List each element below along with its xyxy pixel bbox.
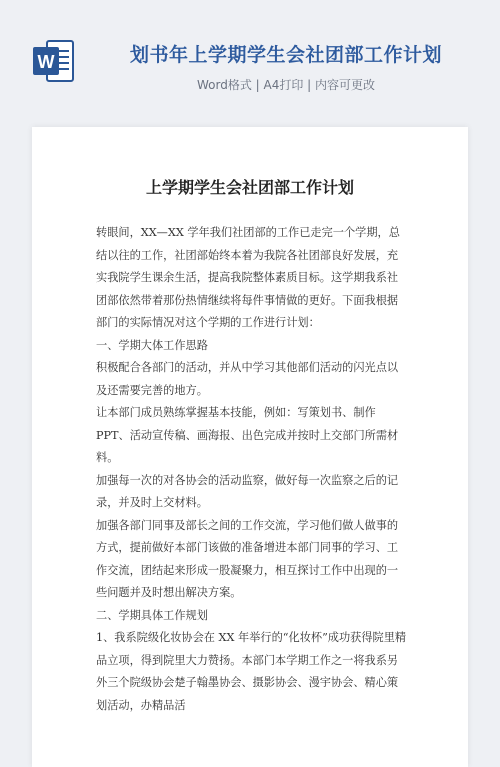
page-header bbox=[0, 0, 500, 112]
word-icon-letter: W bbox=[37, 52, 55, 72]
section-heading-1: 一、学期大体工作思路 bbox=[96, 338, 208, 352]
paragraph: 1、我系院级化妆协会在 XX 年举行的“化妆杯”成功获得院里精品立项，得到院里大力赞扬。本部门本学期工作之一将我系另外三个院级协会楚子翰墨协会、摄影协会、漫宇协会、精心策划活动，办精品活 bbox=[96, 631, 407, 712]
paragraph: 加强各部门同事及部长之间的工作交流，学习他们做人做事的方式，提前做好本部门该做的准备增进本部门同事的学习、工作交流，团结起来形成一股凝聚力，相互探讨工作中出现的一些问题并及时想出解决方案。 bbox=[96, 518, 399, 599]
section-heading-2: 二、学期具体工作规划 bbox=[96, 608, 208, 622]
paragraph-intro: 转眼间，XX—XX 学年我们社团部的工作已走完一个学期，总结以往的工作，社团部始终本着为我院各社团部良好发展，充实我院学生课余生活，提高我院整体素质目标。这学期我系社团部依然带着那份热情继续将每件事情做的更好。下面我根据部门的实际情况对这个学期的工作进行计划： bbox=[96, 226, 400, 329]
word-document-icon bbox=[33, 39, 75, 83]
paragraph: 加强每一次的对各协会的活动监察，做好每一次监察之后的记录，并及时上交材料。 bbox=[96, 473, 399, 509]
document-body bbox=[96, 222, 407, 717]
document-page bbox=[32, 127, 468, 767]
document-title: 上学期学生会社团部工作计划 bbox=[145, 178, 354, 197]
paragraph: 让本部门成员熟练掌握基本技能，例如：写策划书、制作 PPT、活动宣传稿、画海报、出色完成并按时上交部门所需材料。 bbox=[96, 406, 399, 464]
page-title: 划书年上学期学生会社团部工作计划 bbox=[129, 44, 442, 66]
paragraph: 积极配合各部门的活动，并从中学习其他部们活动的闪光点以及还需要完善的地方。 bbox=[96, 361, 399, 397]
page-subtitle: Word格式 | A4打印 | 内容可更改 bbox=[196, 78, 376, 92]
